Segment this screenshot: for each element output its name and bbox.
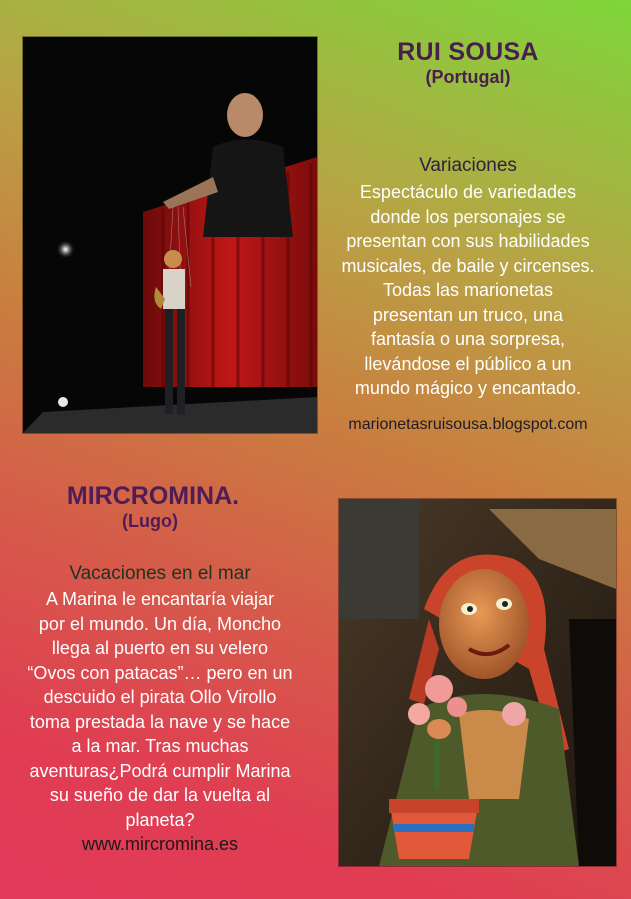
show-description: A Marina le encantaría viajar por el mundo. Un día, Moncho llega al puerto en su velero “Ovos con patacas”… pero en un descuido el pirata Ollo Virollo toma prestada la nave y se hace a la mar. Tras muchas aventuras¿Podrá cumplir Marina su sueño de dar la vuelta al planeta? <box>27 589 293 830</box>
puppet-with-flowers-photo <box>339 499 616 866</box>
show-title: Vacaciones en el mar <box>69 563 251 584</box>
show-description: Espectáculo de variedades donde los personajes se presentan con sus habilidades musicales, de baile y circenses. Todas las marionetas presentan un truco, una fantasía o una sorpresa, llevándose el público a un mundo mágico y encantado. <box>341 182 595 398</box>
website-link[interactable]: www.mircromina.es <box>81 834 239 854</box>
artist-origin: (Portugal) <box>425 67 511 87</box>
puppeteer-stage-photo <box>23 37 317 433</box>
website-link[interactable]: marionetasruisousa.blogspot.com <box>348 415 588 433</box>
mircromina-section <box>10 482 310 856</box>
show-title: Variaciones <box>419 155 517 176</box>
artist-name: RUI SOUSA <box>397 38 539 66</box>
artist-origin: (Lugo) <box>122 511 178 531</box>
artist-name: MIRCROMINA. <box>66 482 240 510</box>
rui-sousa-section <box>318 38 618 435</box>
